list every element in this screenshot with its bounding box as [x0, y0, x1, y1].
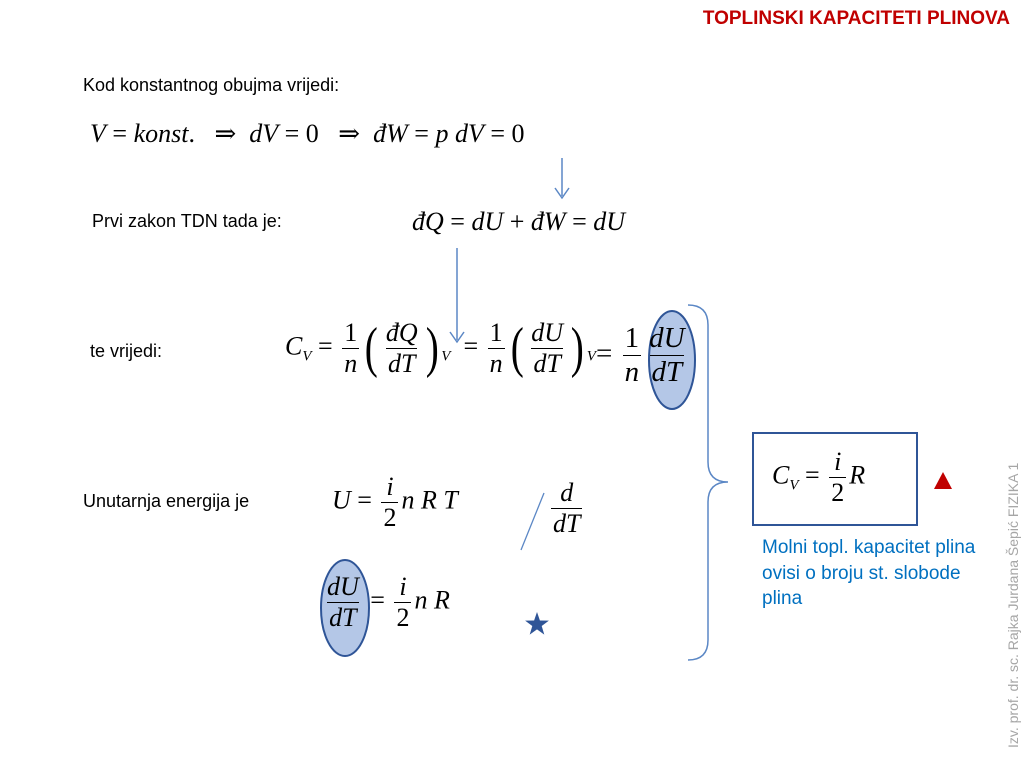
slide-title: TOPLINSKI KAPACITETI PLINOVA — [702, 8, 1010, 29]
derivative-operator: $\frac{d}{dT}$ — [553, 478, 581, 538]
author-side-label: Izv. prof. dr. sc. Rajka Jurdana Šepić FIZIKA 1 — [1005, 462, 1021, 748]
equation-internal-energy: U = $\frac{i}{2}$ n R T — [332, 472, 458, 532]
equation-constant-volume: V = konst. ⇒ dV = 0 ⇒ đW = p dV = 0 — [90, 119, 525, 148]
internal-energy-label: Unutarnja energija je — [83, 491, 250, 511]
then-holds-label: te vrijedi: — [90, 341, 163, 361]
equation-cv-final: $C_V$ = $\frac{i}{2}$ R — [772, 447, 866, 507]
molar-heat-capacity-note: Molni topl. kapacitet plina ovisi o broju st. slobode plina — [762, 537, 976, 610]
star-marker-icon — [525, 612, 549, 635]
equation-first-law: đQ = dU + đW = dU — [412, 207, 626, 236]
triangle-marker-icon — [934, 472, 952, 489]
equation-cv-definition: $C_V$ = $\frac{1}{n}$ ( $\frac{đQ}{dT}$ ) $_V$ = $\frac{1}{n}$ ( $\frac{dU}{dT}$ ) $_V$ — [285, 317, 596, 380]
derivative-slash — [521, 493, 544, 550]
equation-du-dt: $\frac{dU}{dT}$ = $\frac{i}{2}$ n R — [327, 572, 450, 632]
equation-cv-result: = $\frac{1}{n}$ $\frac{dU}{dT}$ — [596, 322, 685, 389]
constant-volume-label: Kod konstantnog obujma vrijedi: — [83, 75, 340, 95]
first-law-label: Prvi zakon TDN tada je: — [92, 211, 282, 231]
